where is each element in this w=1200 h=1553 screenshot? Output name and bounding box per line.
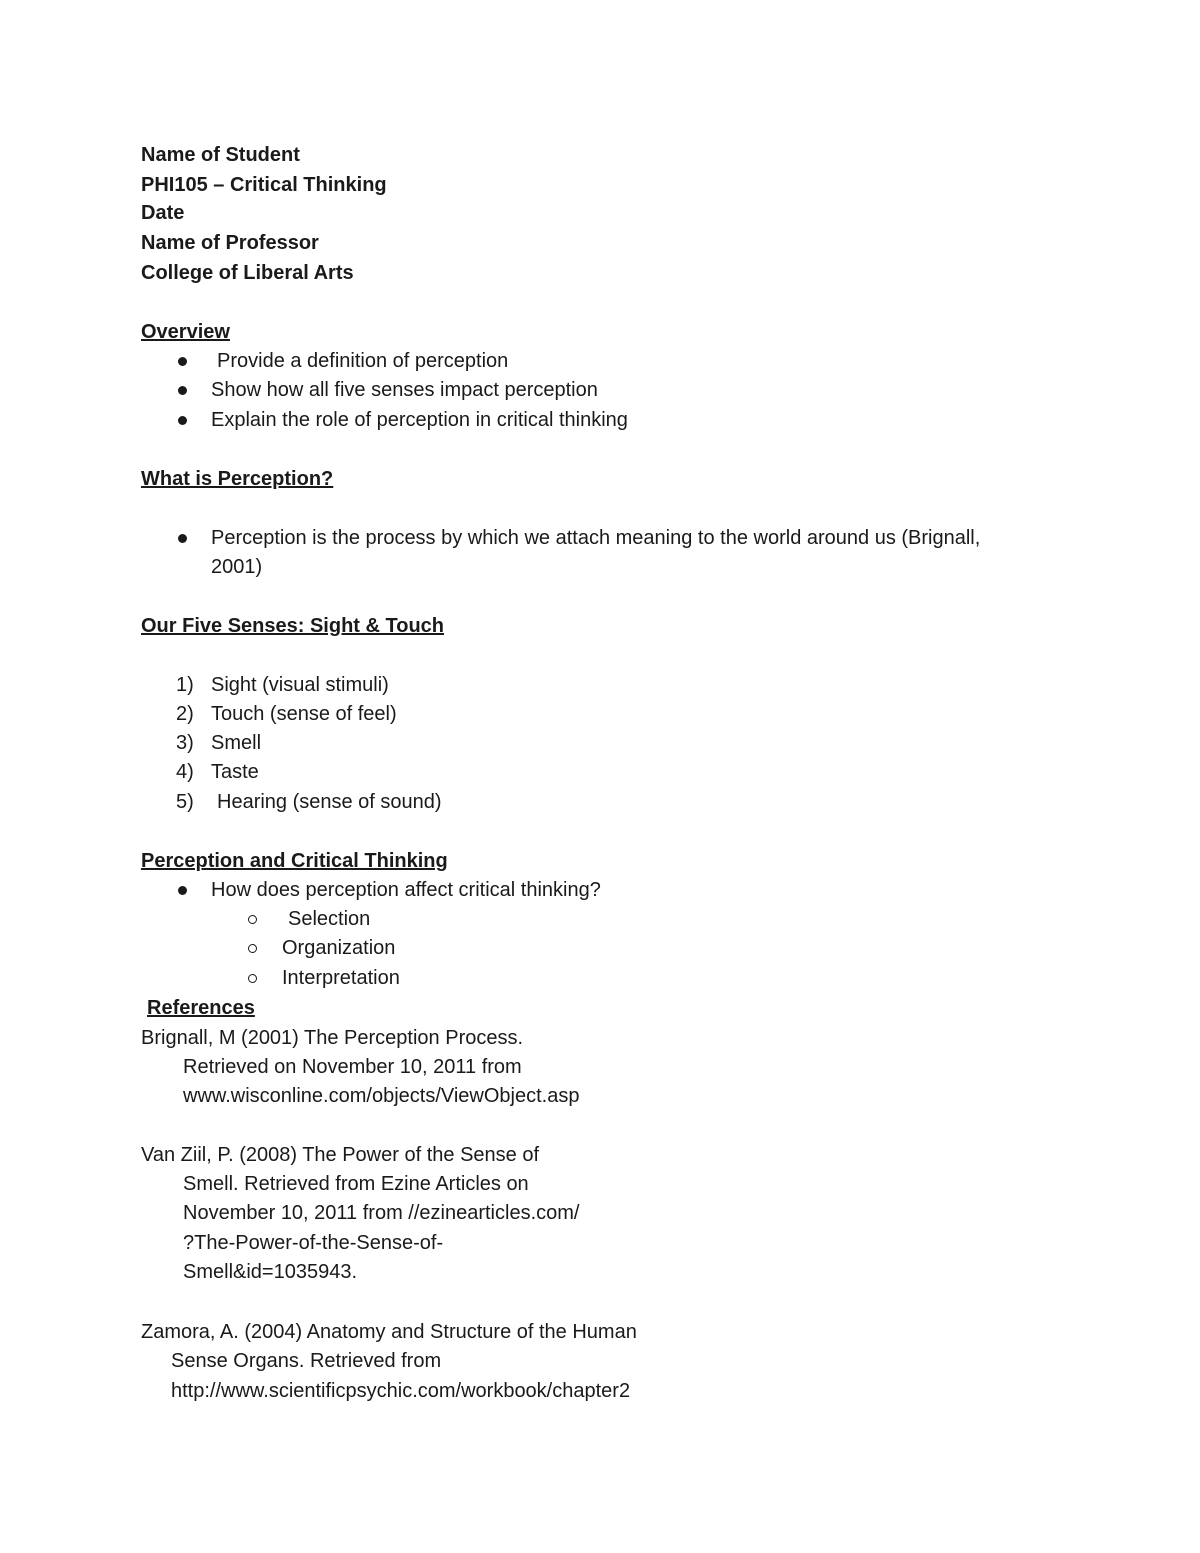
hollow-bullet-icon [248, 974, 257, 983]
senses-heading: Our Five Senses: Sight & Touch [141, 615, 445, 637]
list-number: 3) [176, 732, 194, 754]
student-name: Name of Student [141, 144, 300, 166]
reference-line: Sense Organs. Retrieved from [171, 1350, 442, 1372]
bullet-icon [178, 534, 187, 543]
bullet-icon [178, 886, 187, 895]
overview-item: Show how all five senses impact perception [211, 379, 598, 401]
reference-line: Smell&id=1035943. [183, 1261, 358, 1283]
sense-item: Touch (sense of feel) [211, 703, 397, 725]
reference-line: Retrieved on November 10, 2011 from [183, 1056, 522, 1078]
course-title: PHI105 – Critical Thinking [141, 174, 387, 196]
professor-name: Name of Professor [141, 232, 319, 254]
sense-item: Hearing (sense of sound) [217, 791, 442, 813]
references-heading: References [147, 997, 255, 1019]
hollow-bullet-icon [248, 944, 257, 953]
perception-definition-line2: 2001) [211, 556, 263, 578]
reference-line: Van Ziil, P. (2008) The Power of the Sense of [141, 1144, 540, 1166]
bullet-icon [178, 357, 187, 366]
bullet-icon [178, 416, 187, 425]
critical-subitem: Selection [288, 908, 371, 930]
reference-line: www.wisconline.com/objects/ViewObject.asp [183, 1085, 580, 1107]
reference-line: Brignall, M (2001) The Perception Process. [141, 1027, 524, 1049]
perception-heading: What is Perception? [141, 468, 334, 490]
sense-item: Sight (visual stimuli) [211, 674, 389, 696]
list-number: 2) [176, 703, 194, 725]
list-number: 4) [176, 761, 194, 783]
sense-item: Taste [211, 761, 259, 783]
reference-line: ?The-Power-of-the-Sense-of- [183, 1232, 444, 1254]
list-number: 5) [176, 791, 194, 813]
college-name: College of Liberal Arts [141, 262, 354, 284]
reference-line: November 10, 2011 from //ezinearticles.com/ [183, 1202, 580, 1224]
sense-item: Smell [211, 732, 262, 754]
overview-item: Explain the role of perception in critical thinking [211, 409, 628, 431]
perception-definition-line1: Perception is the process by which we attach meaning to the world around us (Brignall, [211, 527, 981, 549]
critical-subitem: Organization [282, 937, 396, 959]
critical-subitem: Interpretation [282, 967, 400, 989]
critical-heading: Perception and Critical Thinking [141, 850, 448, 872]
hollow-bullet-icon [248, 915, 257, 924]
overview-item: Provide a definition of perception [217, 350, 509, 372]
list-number: 1) [176, 674, 194, 696]
bullet-icon [178, 386, 187, 395]
reference-line: Zamora, A. (2004) Anatomy and Structure of the Human [141, 1321, 637, 1343]
reference-line: Smell. Retrieved from Ezine Articles on [183, 1173, 529, 1195]
reference-line: http://www.scientificpsychic.com/workbook/chapter2 [171, 1380, 631, 1402]
overview-heading: Overview [141, 321, 230, 343]
date-label: Date [141, 202, 185, 224]
critical-question: How does perception affect critical thinking? [211, 879, 601, 901]
